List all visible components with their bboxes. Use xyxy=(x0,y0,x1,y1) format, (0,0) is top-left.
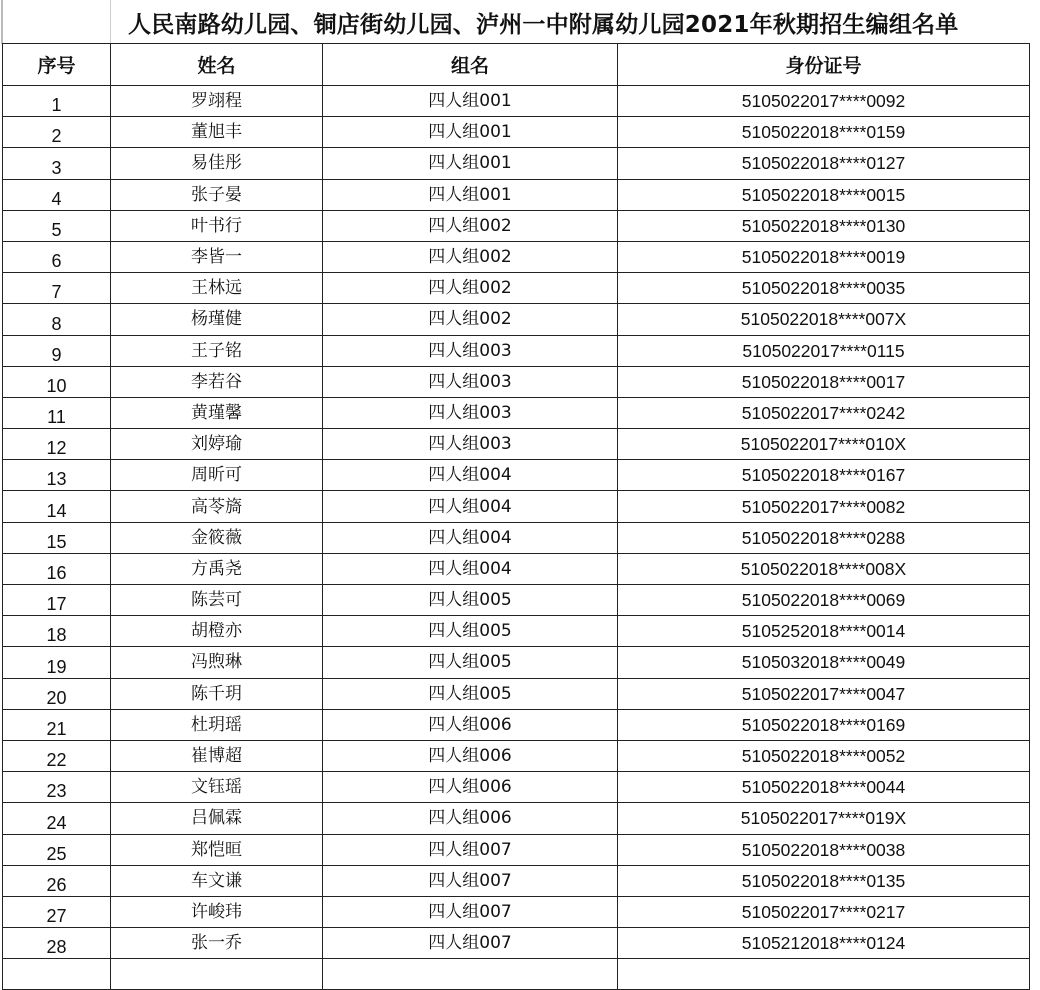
table-row xyxy=(3,740,1030,771)
seq-cell: 10 xyxy=(3,366,111,397)
name-cell: 易佳彤 xyxy=(111,148,323,179)
table-row xyxy=(3,772,1030,803)
seq-cell: 21 xyxy=(3,709,111,740)
table-body xyxy=(3,86,1030,990)
id-number-cell: 5105032018****0049 xyxy=(618,647,1030,678)
id-number-cell: 5105022018****0169 xyxy=(618,709,1030,740)
group-cell: 四人组006 xyxy=(323,709,618,740)
seq-cell: 12 xyxy=(3,429,111,460)
name-cell: 叶书行 xyxy=(111,210,323,241)
table-row xyxy=(3,928,1030,959)
name-cell: 方禹尧 xyxy=(111,553,323,584)
table-row xyxy=(3,117,1030,148)
group-cell: 四人组003 xyxy=(323,335,618,366)
seq-cell: 27 xyxy=(3,896,111,927)
header-row xyxy=(3,44,1030,86)
table-row xyxy=(3,678,1030,709)
group-cell: 四人组005 xyxy=(323,678,618,709)
name-cell: 吕佩霖 xyxy=(111,803,323,834)
name-cell: 崔博超 xyxy=(111,740,323,771)
seq-cell: 6 xyxy=(3,241,111,272)
seq-cell: 24 xyxy=(3,803,111,834)
group-cell: 四人组003 xyxy=(323,366,618,397)
group-cell: 四人组001 xyxy=(323,148,618,179)
id-number-cell: 5105022018****0019 xyxy=(618,241,1030,272)
name-cell: 冯煦琳 xyxy=(111,647,323,678)
seq-cell: 11 xyxy=(3,397,111,428)
group-cell: 四人组004 xyxy=(323,553,618,584)
left-border xyxy=(1,0,3,44)
group-cell: 四人组002 xyxy=(323,241,618,272)
id-number-cell: 5105022017****0242 xyxy=(618,397,1030,428)
name-cell: 胡橙亦 xyxy=(111,616,323,647)
empty-cell xyxy=(618,959,1030,990)
group-cell: 四人组002 xyxy=(323,210,618,241)
table-row xyxy=(3,616,1030,647)
id-number-cell: 5105022017****0092 xyxy=(618,86,1030,117)
group-cell: 四人组004 xyxy=(323,491,618,522)
empty-cell xyxy=(3,959,111,990)
seq-cell: 8 xyxy=(3,304,111,335)
name-cell: 王林远 xyxy=(111,273,323,304)
table-row xyxy=(3,304,1030,335)
group-cell: 四人组004 xyxy=(323,460,618,491)
id-number-cell: 5105022018****0038 xyxy=(618,834,1030,865)
group-cell: 四人组001 xyxy=(323,117,618,148)
seq-cell: 14 xyxy=(3,491,111,522)
group-cell: 四人组006 xyxy=(323,740,618,771)
id-number-cell: 5105022018****0127 xyxy=(618,148,1030,179)
id-number-cell: 5105022018****0015 xyxy=(618,179,1030,210)
table-row xyxy=(3,460,1030,491)
name-cell: 许峻玮 xyxy=(111,896,323,927)
name-cell: 陈千玥 xyxy=(111,678,323,709)
name-cell: 黄瑾馨 xyxy=(111,397,323,428)
name-cell: 高苓旖 xyxy=(111,491,323,522)
name-cell: 董旭丰 xyxy=(111,117,323,148)
name-cell: 金筱薇 xyxy=(111,522,323,553)
group-cell: 四人组003 xyxy=(323,397,618,428)
seq-cell: 20 xyxy=(3,678,111,709)
group-cell: 四人组005 xyxy=(323,647,618,678)
table-row xyxy=(3,585,1030,616)
id-number-cell: 5105022017****0217 xyxy=(618,896,1030,927)
group-cell: 四人组007 xyxy=(323,896,618,927)
id-number-cell: 5105022018****0159 xyxy=(618,117,1030,148)
id-number-cell: 5105022018****0052 xyxy=(618,740,1030,771)
header-id: 身份证号 xyxy=(618,44,1030,86)
title-row xyxy=(0,0,1030,44)
seq-cell: 3 xyxy=(3,148,111,179)
seq-cell: 15 xyxy=(3,522,111,553)
seq-cell: 25 xyxy=(3,834,111,865)
group-cell: 四人组005 xyxy=(323,616,618,647)
seq-cell: 16 xyxy=(3,553,111,584)
seq-cell: 26 xyxy=(3,865,111,896)
name-cell: 罗翊程 xyxy=(111,86,323,117)
table-row xyxy=(3,366,1030,397)
table-row xyxy=(3,210,1030,241)
seq-cell: 2 xyxy=(3,117,111,148)
group-cell: 四人组001 xyxy=(323,86,618,117)
sheet-title: 人民南路幼儿园、铜店街幼儿园、泸州一中附属幼儿园2021年秋期招生编组名单 xyxy=(128,12,959,38)
seq-cell: 9 xyxy=(3,335,111,366)
id-number-cell: 5105022017****010X xyxy=(618,429,1030,460)
table-row xyxy=(3,179,1030,210)
name-cell: 刘婷瑜 xyxy=(111,429,323,460)
name-cell: 张一乔 xyxy=(111,928,323,959)
group-cell: 四人组002 xyxy=(323,273,618,304)
table-row xyxy=(3,86,1030,117)
seq-cell: 28 xyxy=(3,928,111,959)
group-cell: 四人组007 xyxy=(323,834,618,865)
table-row xyxy=(3,397,1030,428)
group-cell: 四人组003 xyxy=(323,429,618,460)
table-row xyxy=(3,834,1030,865)
id-number-cell: 5105022018****0288 xyxy=(618,522,1030,553)
id-number-cell: 5105022018****0069 xyxy=(618,585,1030,616)
seq-cell: 5 xyxy=(3,210,111,241)
name-cell: 杨瑾健 xyxy=(111,304,323,335)
id-number-cell: 5105022018****0130 xyxy=(618,210,1030,241)
table-row xyxy=(3,335,1030,366)
id-number-cell: 5105252018****0014 xyxy=(618,616,1030,647)
group-cell: 四人组007 xyxy=(323,865,618,896)
group-cell: 四人组007 xyxy=(323,928,618,959)
table-row xyxy=(3,273,1030,304)
id-number-cell: 5105022017****019X xyxy=(618,803,1030,834)
group-cell: 四人组006 xyxy=(323,803,618,834)
name-cell: 陈芸可 xyxy=(111,585,323,616)
id-number-cell: 5105022017****0047 xyxy=(618,678,1030,709)
seq-cell: 23 xyxy=(3,772,111,803)
table-row xyxy=(3,241,1030,272)
enrollment-table xyxy=(2,43,1030,990)
table-row xyxy=(3,865,1030,896)
name-cell: 张子晏 xyxy=(111,179,323,210)
name-cell: 周昕可 xyxy=(111,460,323,491)
seq-cell: 13 xyxy=(3,460,111,491)
header-group: 组名 xyxy=(323,44,618,86)
title-separator xyxy=(110,0,111,44)
id-number-cell: 5105022018****0035 xyxy=(618,273,1030,304)
seq-cell: 7 xyxy=(3,273,111,304)
id-number-cell: 5105212018****0124 xyxy=(618,928,1030,959)
id-number-cell: 5105022017****0082 xyxy=(618,491,1030,522)
id-number-cell: 5105022018****0135 xyxy=(618,865,1030,896)
seq-cell: 4 xyxy=(3,179,111,210)
seq-cell: 1 xyxy=(3,86,111,117)
name-cell: 李若谷 xyxy=(111,366,323,397)
name-cell: 王子铭 xyxy=(111,335,323,366)
name-cell: 车文谦 xyxy=(111,865,323,896)
id-number-cell: 5105022017****0115 xyxy=(618,335,1030,366)
table-row xyxy=(3,522,1030,553)
table-row xyxy=(3,709,1030,740)
name-cell: 文钰瑶 xyxy=(111,772,323,803)
group-cell: 四人组001 xyxy=(323,179,618,210)
id-number-cell: 5105022018****008X xyxy=(618,553,1030,584)
id-number-cell: 5105022018****007X xyxy=(618,304,1030,335)
table-row xyxy=(3,896,1030,927)
seq-cell: 18 xyxy=(3,616,111,647)
group-cell: 四人组002 xyxy=(323,304,618,335)
table-row xyxy=(3,491,1030,522)
name-cell: 杜玥瑶 xyxy=(111,709,323,740)
seq-cell: 19 xyxy=(3,647,111,678)
group-cell: 四人组006 xyxy=(323,772,618,803)
name-cell: 郑恺晅 xyxy=(111,834,323,865)
empty-cell xyxy=(323,959,618,990)
header-name: 姓名 xyxy=(111,44,323,86)
group-cell: 四人组004 xyxy=(323,522,618,553)
empty-cell xyxy=(111,959,323,990)
seq-cell: 17 xyxy=(3,585,111,616)
header-seq: 序号 xyxy=(3,44,111,86)
table-row-partial xyxy=(3,959,1030,990)
table-row xyxy=(3,429,1030,460)
table-row xyxy=(3,553,1030,584)
table-row xyxy=(3,647,1030,678)
id-number-cell: 5105022018****0167 xyxy=(618,460,1030,491)
id-number-cell: 5105022018****0017 xyxy=(618,366,1030,397)
table-row xyxy=(3,148,1030,179)
id-number-cell: 5105022018****0044 xyxy=(618,772,1030,803)
table-row xyxy=(3,803,1030,834)
seq-cell: 22 xyxy=(3,740,111,771)
group-cell: 四人组005 xyxy=(323,585,618,616)
name-cell: 李皆一 xyxy=(111,241,323,272)
